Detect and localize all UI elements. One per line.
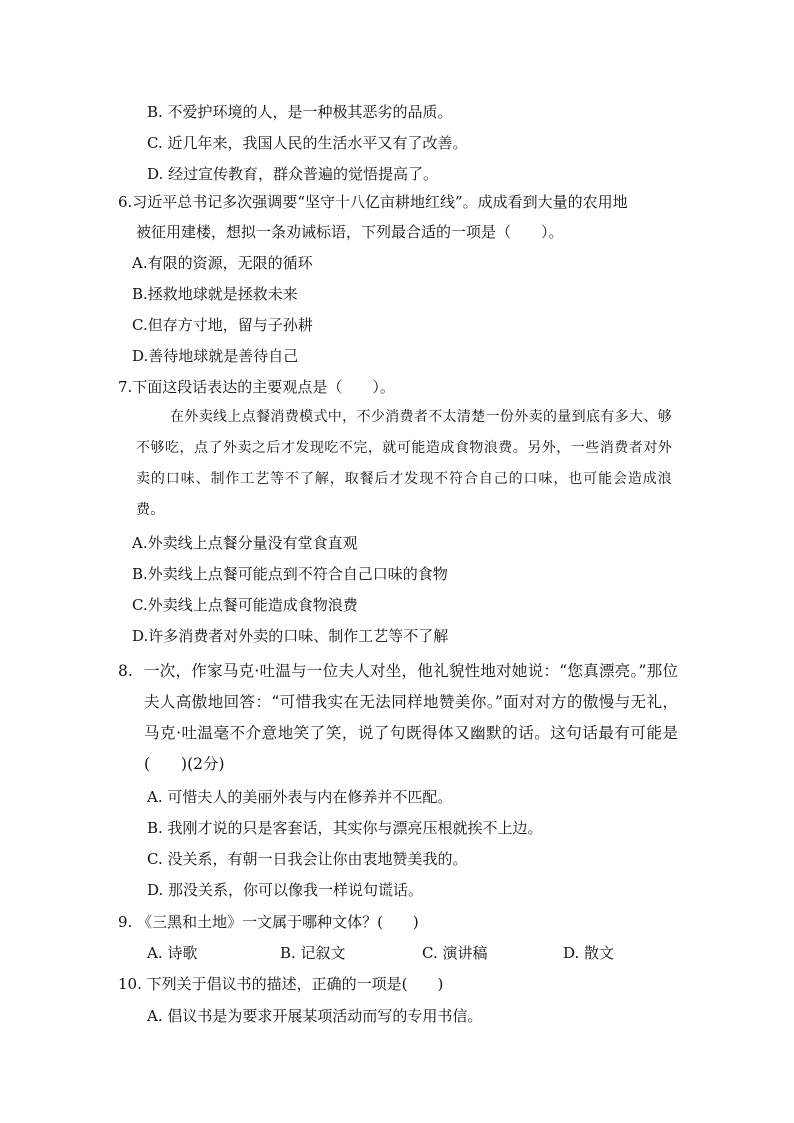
q8-option-a: A. 可惜夫人的美丽外表与内在修养并不匹配。: [147, 788, 453, 806]
q8-option-c: C. 没关系，有朝一日我会让你由衷地赞美我的。: [147, 850, 468, 868]
q10-option-a: A. 倡议书是为要求开展某项活动而写的专用书信。: [147, 1007, 483, 1025]
q9-option-a: A. 诗歌: [147, 944, 198, 962]
q6-option-c: C.但存方寸地，留与子孙耕: [132, 316, 313, 334]
q8-stem: 一次，作家马克·吐温与一位夫人对坐，他礼貌性地对她说：“您真漂亮。”那位夫人高傲地回答：“可惜我实在无法同样地赞美你。”面对对方的傲慢与无礼，马克·吐温毫不介意地笑了笑，说了句既得体又幽默的话。这句话最有可能是( )(2分): [144, 662, 678, 773]
q9-option-b: B. 记叙文: [280, 944, 346, 962]
q7-passage: 在外卖线上点餐消费模式中，不少消费者不太清楚一份外卖的量到底有多大、够不够吃，点了外卖之后才发现吃不完，就可能造成食物浪费。另外，一些消费者对外卖的口味、制作工艺等不了解，取餐后才发现不符合自己的口味，也可能会造成浪费。: [136, 409, 672, 518]
q5-option-d: D. 经过宣传教育，群众普遍的觉悟提高了。: [147, 165, 439, 183]
q6-option-b: B.拯救地球就是拯救未来: [132, 285, 298, 303]
q6-stem-line1: 6.习近平总书记多次强调要“坚守十八亿亩耕地红线”。成成看到大量的农用地: [118, 193, 628, 211]
q9-options-row: [147, 943, 647, 963]
q10-stem: 10. 下列关于倡议书的描述，正确的一项是( ): [118, 975, 444, 993]
q9-option-d: D. 散文: [563, 944, 615, 962]
q7-option-c: C.外卖线上点餐可能造成食物浪费: [132, 596, 358, 614]
q8-stem-block: [118, 656, 678, 780]
q7-option-b: B.外卖线上点餐可能点到不符合自己口味的食物: [132, 565, 448, 583]
q5-option-b: B. 不爱护环境的人，是一种极其恶劣的品质。: [147, 103, 453, 121]
q7-stem: 7.下面这段话表达的主要观点是（ ）。: [118, 378, 395, 396]
q6-option-d: D.善待地球就是善待自己: [132, 347, 299, 365]
q6-option-a: A.有限的资源，无限的循环: [132, 254, 313, 272]
q9-stem: 9. 《三黑和土地》一文属于哪种文体？( ): [118, 913, 419, 931]
q6-stem-line2: 被征用建楼，想拟一条劝诫标语，下列最合适的一项是（ ）。: [136, 223, 564, 241]
q9-option-c: C. 演讲稿: [422, 944, 488, 962]
q8-option-b: B. 我刚才说的只是客套话，其实你与漂亮压根就挨不上边。: [147, 819, 543, 837]
q5-option-c: C. 近几年来，我国人民的生活水平又有了改善。: [147, 134, 468, 152]
q7-option-a: A.外卖线上点餐分量没有堂食直观: [132, 534, 358, 552]
q8-number: 8.: [118, 662, 133, 680]
q7-option-d: D.许多消费者对外卖的口味、制作工艺等不了解: [132, 627, 449, 645]
q8-option-d: D. 那没关系，你可以像我一样说句谎话。: [147, 881, 424, 899]
